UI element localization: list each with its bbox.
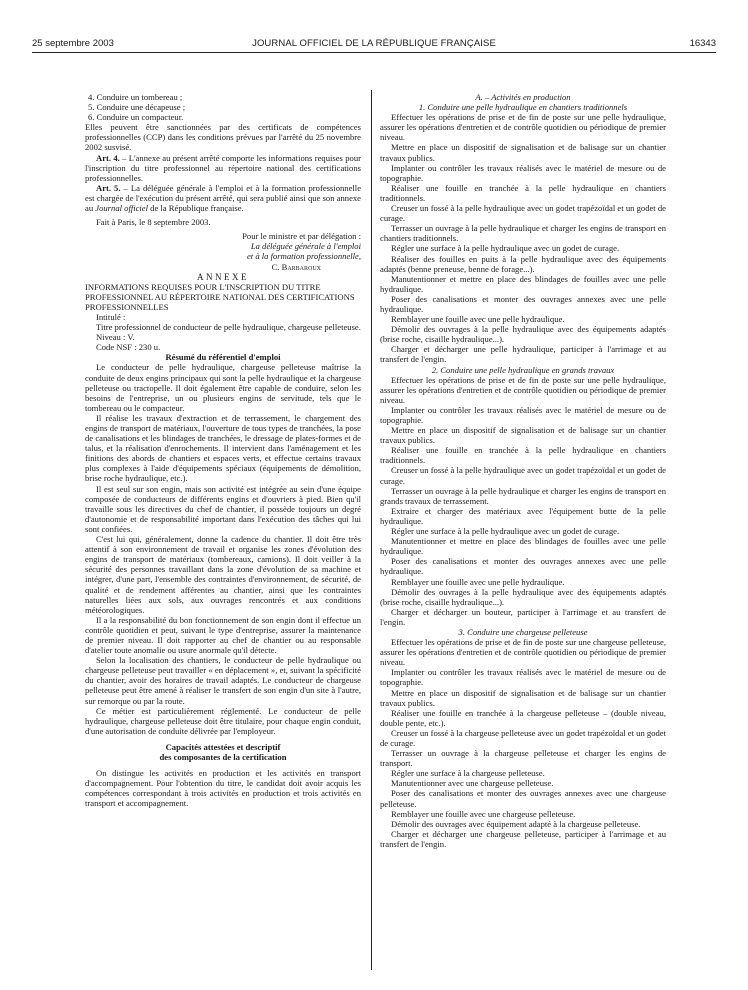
header-page-number: 16343	[689, 38, 716, 49]
engine-list	[85, 92, 361, 122]
titre-text: Titre professionnel de conducteur de pelle hydraulique, chargeuse pelleteuse.	[96, 322, 361, 333]
activity-item: Effectuer les opérations de prise et de fin de poste sur une chargeuse pelleteuse, assurer les opérations d'entretien et de contrôle quotidien ou périodique de premier niveau.	[380, 637, 666, 668]
activity-item: Mettre en place un dispositif de signalisation et de balisage sur un chantier travaux publics.	[380, 425, 666, 446]
header-rule	[32, 52, 716, 53]
activity-item: Creuser un fossé à la pelle hydraulique avec un godet trapézoïdal et un godet de curage.	[380, 465, 666, 486]
date-line: Fait à Paris, le 8 septembre 2003.	[96, 217, 211, 228]
left-column	[85, 92, 361, 808]
resume-paragraph: Il réalise les travaux d'extraction et de terrassement, le chargement des engins de transport de matériaux, l'ouverture de tous types de tranchées, la pose de canalisations et les blindages de tranchées, le dressage de plates-formes et de talus, et la réalisation d'enrochements. Il intervient dans l'aménagement et les finitions des abords de chantiers et espaces verts, et effectue certains travaux plus complexes à l'aide d'équipements spéciaux (équipements de démolition, brise roche hydraulique, etc.).	[85, 412, 361, 484]
section-a-heading: A. – Activités en production	[475, 92, 571, 102]
activity-item: Implanter ou contrôler les travaux réalisés avec le matériel de mesure ou de topographie.	[380, 404, 666, 425]
activity-item: Réaliser une fouille en tranchée à la chargeuse pelleteuse – (double niveau, double pente, etc.).	[380, 707, 666, 728]
subsection-3-heading: 3. Conduire une chargeuse pelleteuse	[458, 626, 588, 637]
resume-paragraph: C'est lui qui, généralement, donne la cadence du chantier. Il doit être très attentif à son environnement de travail et organise les zones d'évolution des engins de transport de matériaux (tombereaux, camions). Il doit veiller à la sécurité des personnes travaillant dans la zone d'évolution de sa machine et intégrer, d'une part, l'ensemble des contraintes d'environnement, de sécurité, de qualité et de rendement afférentes au chantier, ainsi que les contraintes naturelles liées aux sols, aux ouvrages rencontrés et aux conditions météorologiques.	[85, 534, 361, 615]
column-divider	[371, 90, 372, 970]
activity-item: Réaliser une fouille en tranchée à la pelle hydraulique en chantiers traditionnels.	[380, 182, 666, 203]
activity-item: Poser des canalisations et monter des ouvrages annexes avec une pelle hydraulique.	[380, 293, 666, 314]
activity-item: Régler une surface à la chargeuse pelleteuse.	[391, 768, 545, 779]
informations-heading: INFORMATIONS REQUISES POUR L'INSCRIPTION DU TITRE PROFESSIONNEL AU RÉPERTOIRE NATIONAL DES CERTIFICATIONS PROFESSIONNELLES	[85, 281, 355, 312]
capacites-paragraph: On distingue les activités en production et les activités en transport d'accompagnement. Pour l'obtention du titre, le candidat doit avoir acquis les compétences correspondant à trois activités en production et trois activités en transport et accompagnement.	[85, 767, 361, 809]
activity-item: Implanter ou contrôler les travaux réalisés avec le matériel de mesure ou de topographie.	[380, 667, 666, 688]
activity-item: Démolir des ouvrages avec équipement adapté à la chargeuse pelleteuse.	[391, 818, 641, 829]
list-item: 5. Conduire une décapeuse ;	[88, 102, 186, 113]
subsection-2-heading: 2. Conduire une pelle hydraulique en grands travaux	[431, 364, 615, 375]
activity-item: Implanter ou contrôler les travaux réalisés avec le matériel de mesure ou de topographie.	[380, 162, 666, 183]
ccp-paragraph: Elles peuvent être sanctionnées par des certificats de compétences professionnelles (CCP) dans les conditions prévues par l'arrêté du 25 novembre 2002 susvisé.	[85, 122, 361, 153]
activity-item: Démolir des ouvrages à la pelle hydraulique avec des équipements adaptés (brise roche, cisaille hydraulique...).	[380, 586, 666, 607]
code-nsf-text: Code NSF : 230 u.	[96, 342, 161, 353]
capacites-heading-line-1: Capacités attestées et descriptif	[165, 741, 281, 752]
activity-item: Régler une surface à la pelle hydraulique avec un godet de curage.	[391, 243, 620, 254]
header-journal-title: JOURNAL OFFICIEL DE LA RÉPUBLIQUE FRANÇAISE	[252, 38, 496, 49]
resume-paragraph: Le conducteur de pelle hydraulique, chargeuse pelleteuse maîtrise la conduite de deux engins principaux qui sont la pelle hydraulique et la chargeuse pelleteuse ou tractopelle. Il doit également être capable de conduire, selon les besoins de l'entreprise, un ou plusieurs engins de servitude, tels que le tombereau ou le compacteur.	[85, 362, 361, 413]
activity-item: Charger et décharger une pelle hydraulique, participer à l'arrimage et au transfert de l'engin.	[380, 344, 666, 365]
subsection-1-heading: 1. Conduire une pelle hydraulique en chantiers traditionnels	[418, 102, 628, 113]
list-item: 4. Conduire un tombereau ;	[88, 92, 183, 102]
activity-item: Poser des canalisations et monter des ouvrages annexes avec une pelle hydraulique.	[380, 556, 666, 577]
right-column	[380, 92, 666, 849]
activity-item: Extraire et charger des matériaux avec l'équipement butte de la pelle hydraulique.	[380, 505, 666, 526]
activity-item: Creuser un fossé à la chargeuse pelleteuse avec un godet trapézoïdal et un godet de curage.	[380, 727, 666, 748]
activity-item: Remblayer une fouille avec une pelle hydraulique.	[391, 314, 565, 325]
resume-paragraph: Selon la localisation des chantiers, le conducteur de pelle hydraulique ou chargeuse pelleteuse peut travailler « en déplacement », et, suivant la spécificité du chantier, avoir des horaires de travail adaptés. Le conducteur de chargeuse pelleteuse peut être amené à réaliser le transfert de son engin d'un site à l'autre, sur remorque ou par la route.	[85, 655, 361, 706]
header-date: 25 septembre 2003	[32, 38, 114, 49]
activity-item: Réaliser des fouilles en puits à la pelle hydraulique avec des équipements adaptés (benne preneuse, benne de forage...).	[380, 253, 666, 274]
intitule-label: Intitulé :	[96, 311, 126, 322]
article-5-text-a: – La déléguée générale à l'emploi et à la formation professionnelle est chargée de l'exécution du présent arrêté, qui sera publié ainsi que son annexe au	[85, 182, 362, 214]
activity-item: Mettre en place un dispositif de signalisation et de balisage sur un chantier travaux publics.	[380, 142, 666, 163]
article-5-journal: Journal officiel	[95, 203, 149, 214]
activity-item: Terrasser un ouvrage à la pelle hydraulique et charger les engins de transport en chantiers traditionnels.	[380, 223, 666, 244]
activity-item: Remblayer une fouille avec une chargeuse pelleteuse.	[391, 808, 576, 819]
page-header	[32, 38, 716, 52]
niveau-text: Niveau : V.	[96, 332, 135, 343]
signature-name: C. Barbaroux	[271, 261, 321, 272]
activity-item: Terrasser un ouvrage à la pelle hydraulique et charger les engins de transport en grands travaux de terrassement.	[380, 485, 666, 506]
signature-line-3: et à la formation professionnelle,	[246, 251, 361, 262]
capacites-heading-line-2: des composantes de la certification	[159, 752, 287, 763]
article-5-label: Art. 5.	[96, 182, 121, 193]
activity-item: Charger et décharger une chargeuse pelleteuse, participer à l'arrimage et au transfert de l'engin.	[380, 828, 666, 849]
activity-item: Mettre en place un dispositif de signalisation et de balisage sur un chantier travaux publics.	[380, 687, 666, 708]
activity-item: Effectuer les opérations de prise et de fin de poste sur une pelle hydraulique, assurer les opérations d'entretien et de contrôle quotidien ou périodique de premier niveau.	[380, 374, 666, 405]
activity-item: Manutentionner avec une chargeuse pelleteuse.	[391, 778, 554, 789]
activity-item: Régler une surface à la pelle hydraulique avec un godet de curage.	[391, 526, 620, 537]
annexe-heading: ANNEXE	[197, 271, 249, 282]
activity-item: Effectuer les opérations de prise et de fin de poste sur une pelle hydraulique, assurer les opérations d'entretien et de contrôle quotidien ou périodique de premier niveau.	[380, 112, 666, 143]
signature-line-1: Pour le ministre et par délégation :	[242, 231, 361, 242]
article-5-text-b: de la République française.	[148, 203, 244, 214]
resume-paragraph: Il est seul sur son engin, mais son activité est intégrée au sein d'une équipe composée de conducteurs de différents engins et d'ouvriers à pied. Bien qu'il travaille sous les directives du chef de chantier, il possède toujours un degré d'autonomie et de responsabilité important dans l'exécution des tâches qui lui sont confiées.	[85, 483, 361, 534]
activity-item: Terrasser un ouvrage à la chargeuse pelleteuse et charger les engins de transport.	[380, 748, 666, 769]
activity-item: Manutentionner et mettre en place des blindages de fouilles avec une pelle hydraulique.	[380, 273, 666, 294]
resume-paragraph: Il a la responsabilité du bon fonctionnement de son engin dont il effectue un contrôle quotidien et peut, suivant le type d'entreprise, assurer la maintenance de premier niveau. Il doit rapporter au chef de chantier ou au responsable d'atelier toute anomalie ou usure anormale qu'il détecte.	[85, 614, 361, 656]
list-item: 6. Conduire un compacteur.	[88, 112, 184, 123]
activity-item: Creuser un fossé à la pelle hydraulique avec un godet trapézoïdal et un godet de curage.	[380, 203, 666, 224]
resume-paragraph: Ce métier est particulièrement réglementé. Le conducteur de pelle hydraulique, chargeuse pelleteuse doit être titulaire, pour chaque engin conduit, d'une autorisation de conduite délivrée par l'employeur.	[85, 705, 361, 736]
activity-item: Charger et décharger un bouteur, participer à l'arrimage et au transfert de l'engin.	[380, 606, 666, 627]
article-4	[85, 153, 361, 183]
article-4-label: Art. 4.	[96, 152, 120, 163]
article-4-text: – L'annexe au présent arrêté comporte les informations requises pour l'inscription du titre professionnel au répertoire national des certifications professionnelles.	[85, 152, 361, 183]
article-5	[85, 183, 361, 213]
resume-heading: Résumé du référentiel d'emploi	[165, 352, 281, 363]
activity-item: Réaliser une fouille en tranchée à la pelle hydraulique en chantiers traditionnels.	[380, 445, 666, 466]
signature-line-2: La déléguée générale à l'emploi	[250, 241, 361, 252]
activity-item: Remblayer une fouille avec une pelle hydraulique.	[391, 576, 565, 587]
activity-item: Poser des canalisations et monter des ouvrages annexes avec une chargeuse pelleteuse.	[380, 788, 666, 809]
activity-item: Manutentionner et mettre en place des blindages de fouilles avec une pelle hydraulique.	[380, 536, 666, 557]
activity-item: Démolir des ouvrages à la pelle hydraulique avec des équipements adaptés (brise roche, cisaille hydraulique...).	[380, 324, 666, 345]
